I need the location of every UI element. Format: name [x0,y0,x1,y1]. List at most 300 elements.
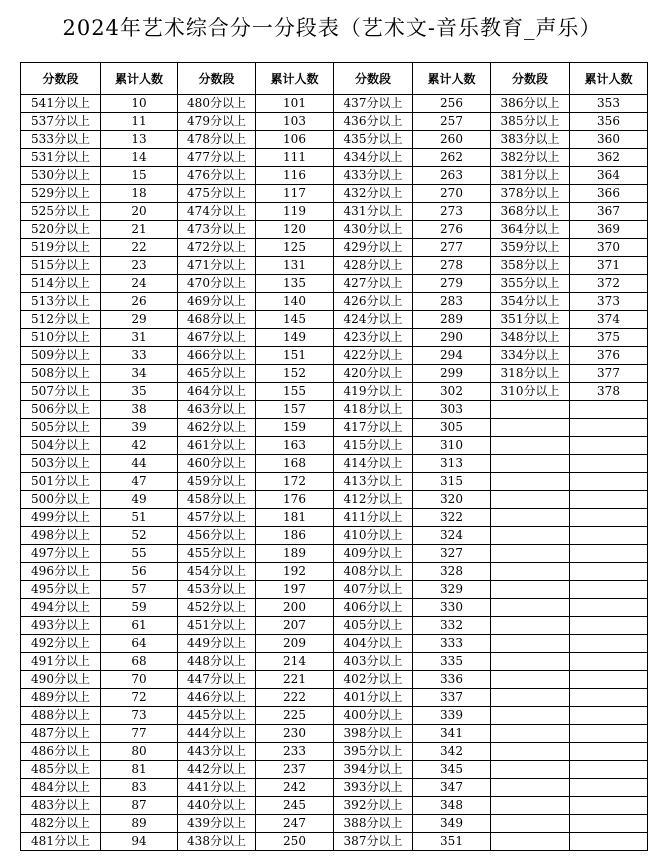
cumulative-count-cell: 192 [256,563,334,581]
score-band-cell: 417分以上 [334,419,413,437]
score-band-cell: 483分以上 [21,797,101,815]
cumulative-count-cell: 364 [570,167,648,185]
table-row [21,329,648,347]
score-band-cell: 497分以上 [21,545,101,563]
cumulative-count-cell: 260 [413,131,491,149]
cumulative-count-cell: 367 [570,203,648,221]
score-band-cell: 501分以上 [21,473,101,491]
score-band-cell: 441分以上 [178,779,256,797]
score-band-cell: 423分以上 [334,329,413,347]
cumulative-count-cell [570,563,648,581]
header-score-band: 分数段 [491,63,570,95]
table-row [21,725,648,743]
score-band-cell: 468分以上 [178,311,256,329]
score-band-cell [491,563,570,581]
cumulative-count-cell: 262 [413,149,491,167]
table-row [21,455,648,473]
score-band-cell: 530分以上 [21,167,101,185]
score-band-cell: 392分以上 [334,797,413,815]
score-band-cell: 451分以上 [178,617,256,635]
cumulative-count-cell: 283 [413,293,491,311]
cumulative-count-cell: 70 [101,671,178,689]
cumulative-count-cell: 116 [256,167,334,185]
cumulative-count-cell: 356 [570,113,648,131]
table-row [21,509,648,527]
cumulative-count-cell: 221 [256,671,334,689]
score-band-cell: 491分以上 [21,653,101,671]
cumulative-count-cell: 289 [413,311,491,329]
score-band-cell [491,833,570,851]
cumulative-count-cell: 59 [101,599,178,617]
cumulative-count-cell: 80 [101,743,178,761]
table-row [21,401,648,419]
cumulative-count-cell: 186 [256,527,334,545]
score-band-cell: 393分以上 [334,779,413,797]
score-band-cell: 364分以上 [491,221,570,239]
score-band-cell: 507分以上 [21,383,101,401]
score-band-cell: 515分以上 [21,257,101,275]
cumulative-count-cell [570,419,648,437]
cumulative-count-cell: 22 [101,239,178,257]
score-band-cell: 533分以上 [21,131,101,149]
table-row [21,707,648,725]
cumulative-count-cell: 24 [101,275,178,293]
score-band-cell: 310分以上 [491,383,570,401]
score-band-cell [491,545,570,563]
cumulative-count-cell [570,617,648,635]
score-band-cell [491,671,570,689]
cumulative-count-cell: 237 [256,761,334,779]
score-band-cell [491,581,570,599]
cumulative-count-cell: 89 [101,815,178,833]
table-row [21,473,648,491]
score-band-cell: 529分以上 [21,185,101,203]
cumulative-count-cell [570,833,648,851]
score-band-cell: 462分以上 [178,419,256,437]
cumulative-count-cell: 324 [413,527,491,545]
cumulative-count-cell: 111 [256,149,334,167]
score-band-cell: 402分以上 [334,671,413,689]
cumulative-count-cell: 34 [101,365,178,383]
cumulative-count-cell: 33 [101,347,178,365]
score-band-cell: 489分以上 [21,689,101,707]
cumulative-count-cell: 353 [570,95,648,113]
cumulative-count-cell: 302 [413,383,491,401]
cumulative-count-cell: 207 [256,617,334,635]
cumulative-count-cell: 233 [256,743,334,761]
table-row [21,347,648,365]
cumulative-count-cell: 339 [413,707,491,725]
score-band-cell: 494分以上 [21,599,101,617]
cumulative-count-cell: 117 [256,185,334,203]
table-row [21,383,648,401]
score-band-cell: 476分以上 [178,167,256,185]
table-row [21,311,648,329]
score-band-cell: 531分以上 [21,149,101,167]
score-band-cell: 443分以上 [178,743,256,761]
score-band-cell: 478分以上 [178,131,256,149]
score-band-cell: 411分以上 [334,509,413,527]
cumulative-count-cell: 330 [413,599,491,617]
table-row [21,743,648,761]
cumulative-count-cell: 135 [256,275,334,293]
cumulative-count-cell: 341 [413,725,491,743]
cumulative-count-cell [570,581,648,599]
table-row [21,239,648,257]
score-band-cell: 482分以上 [21,815,101,833]
score-band-cell: 428分以上 [334,257,413,275]
cumulative-count-cell [570,455,648,473]
table-row [21,491,648,509]
score-band-cell [491,599,570,617]
score-band-cell: 537分以上 [21,113,101,131]
table-row [21,689,648,707]
header-score-band: 分数段 [178,63,256,95]
score-band-cell: 503分以上 [21,455,101,473]
score-band-cell: 466分以上 [178,347,256,365]
cumulative-count-cell: 375 [570,329,648,347]
cumulative-count-cell [570,779,648,797]
cumulative-count-cell: 273 [413,203,491,221]
score-band-cell: 359分以上 [491,239,570,257]
cumulative-count-cell: 348 [413,797,491,815]
cumulative-count-cell: 11 [101,113,178,131]
score-band-cell: 460分以上 [178,455,256,473]
score-band-cell: 413分以上 [334,473,413,491]
score-band-cell: 505分以上 [21,419,101,437]
score-band-cell: 334分以上 [491,347,570,365]
header-score-band: 分数段 [334,63,413,95]
cumulative-count-cell: 42 [101,437,178,455]
score-band-cell: 481分以上 [21,833,101,851]
cumulative-count-cell: 151 [256,347,334,365]
cumulative-count-cell: 131 [256,257,334,275]
score-band-cell: 447分以上 [178,671,256,689]
score-band-cell: 541分以上 [21,95,101,113]
cumulative-count-cell: 377 [570,365,648,383]
score-band-cell: 394分以上 [334,761,413,779]
cumulative-count-cell: 333 [413,635,491,653]
cumulative-count-cell: 73 [101,707,178,725]
score-band-cell: 514分以上 [21,275,101,293]
score-band-cell: 435分以上 [334,131,413,149]
cumulative-count-cell: 120 [256,221,334,239]
header-cumulative-count: 累计人数 [570,63,648,95]
cumulative-count-cell: 345 [413,761,491,779]
header-cumulative-count: 累计人数 [413,63,491,95]
cumulative-count-cell: 44 [101,455,178,473]
cumulative-count-cell [570,797,648,815]
score-band-cell: 378分以上 [491,185,570,203]
score-band-cell [491,473,570,491]
cumulative-count-cell: 38 [101,401,178,419]
cumulative-count-cell: 68 [101,653,178,671]
score-band-cell: 445分以上 [178,707,256,725]
cumulative-count-cell: 277 [413,239,491,257]
score-band-cell: 493分以上 [21,617,101,635]
cumulative-count-cell: 372 [570,275,648,293]
cumulative-count-cell [570,743,648,761]
cumulative-count-cell: 245 [256,797,334,815]
score-band-cell: 453分以上 [178,581,256,599]
cumulative-count-cell: 329 [413,581,491,599]
score-band-cell [491,797,570,815]
cumulative-count-cell: 349 [413,815,491,833]
cumulative-count-cell: 176 [256,491,334,509]
score-band-cell: 487分以上 [21,725,101,743]
score-band-cell: 512分以上 [21,311,101,329]
score-band-cell: 426分以上 [334,293,413,311]
table-row [21,185,648,203]
score-band-cell: 408分以上 [334,563,413,581]
cumulative-count-cell: 315 [413,473,491,491]
cumulative-count-cell: 332 [413,617,491,635]
score-band-cell: 474分以上 [178,203,256,221]
cumulative-count-cell: 373 [570,293,648,311]
cumulative-count-cell: 14 [101,149,178,167]
cumulative-count-cell: 313 [413,455,491,473]
cumulative-count-cell: 61 [101,617,178,635]
score-band-cell: 456分以上 [178,527,256,545]
score-band-cell [491,743,570,761]
cumulative-count-cell: 305 [413,419,491,437]
score-band-cell: 477分以上 [178,149,256,167]
cumulative-count-cell: 21 [101,221,178,239]
cumulative-count-cell: 13 [101,131,178,149]
score-band-cell: 398分以上 [334,725,413,743]
cumulative-count-cell: 351 [413,833,491,851]
score-distribution-table [20,62,648,851]
score-band-cell: 418分以上 [334,401,413,419]
cumulative-count-cell: 168 [256,455,334,473]
table-header-row [21,63,648,95]
cumulative-count-cell: 378 [570,383,648,401]
cumulative-count-cell [570,491,648,509]
cumulative-count-cell: 87 [101,797,178,815]
cumulative-count-cell: 56 [101,563,178,581]
score-band-cell: 464分以上 [178,383,256,401]
cumulative-count-cell: 157 [256,401,334,419]
score-band-cell: 484分以上 [21,779,101,797]
cumulative-count-cell [570,599,648,617]
cumulative-count-cell: 290 [413,329,491,347]
score-band-cell: 318分以上 [491,365,570,383]
cumulative-count-cell: 81 [101,761,178,779]
score-band-cell: 368分以上 [491,203,570,221]
score-band-cell: 429分以上 [334,239,413,257]
score-band-cell: 458分以上 [178,491,256,509]
score-band-cell: 465分以上 [178,365,256,383]
table-row [21,527,648,545]
cumulative-count-cell: 20 [101,203,178,221]
score-band-cell: 485分以上 [21,761,101,779]
score-band-cell: 513分以上 [21,293,101,311]
cumulative-count-cell: 376 [570,347,648,365]
score-band-cell: 424分以上 [334,311,413,329]
header-score-band: 分数段 [21,63,101,95]
score-band-cell: 420分以上 [334,365,413,383]
score-band-cell: 410分以上 [334,527,413,545]
cumulative-count-cell: 257 [413,113,491,131]
cumulative-count-cell: 370 [570,239,648,257]
score-band-cell: 490分以上 [21,671,101,689]
cumulative-count-cell [570,635,648,653]
cumulative-count-cell: 77 [101,725,178,743]
cumulative-count-cell: 163 [256,437,334,455]
table-row [21,293,648,311]
cumulative-count-cell: 103 [256,113,334,131]
score-band-cell: 488分以上 [21,707,101,725]
score-band-cell: 401分以上 [334,689,413,707]
score-band-cell: 415分以上 [334,437,413,455]
score-band-cell [491,509,570,527]
cumulative-count-cell: 119 [256,203,334,221]
score-band-cell [491,617,570,635]
score-band-cell: 506分以上 [21,401,101,419]
cumulative-count-cell: 159 [256,419,334,437]
cumulative-count-cell: 23 [101,257,178,275]
score-band-cell: 479分以上 [178,113,256,131]
score-band-cell: 470分以上 [178,275,256,293]
score-band-cell: 446分以上 [178,689,256,707]
score-band-cell [491,491,570,509]
score-band-cell: 400分以上 [334,707,413,725]
score-band-cell: 444分以上 [178,725,256,743]
cumulative-count-cell: 152 [256,365,334,383]
table-row [21,833,648,851]
score-band-cell: 498分以上 [21,527,101,545]
cumulative-count-cell [570,437,648,455]
table-row [21,815,648,833]
cumulative-count-cell [570,473,648,491]
score-band-cell [491,635,570,653]
score-band-cell [491,401,570,419]
score-band-cell [491,707,570,725]
score-band-cell: 354分以上 [491,293,570,311]
score-band-cell: 508分以上 [21,365,101,383]
cumulative-count-cell: 230 [256,725,334,743]
cumulative-count-cell: 250 [256,833,334,851]
score-band-cell: 454分以上 [178,563,256,581]
cumulative-count-cell: 101 [256,95,334,113]
score-band-cell: 381分以上 [491,167,570,185]
cumulative-count-cell [570,401,648,419]
score-band-cell [491,815,570,833]
score-band-cell: 386分以上 [491,95,570,113]
score-band-cell: 387分以上 [334,833,413,851]
score-band-cell: 492分以上 [21,635,101,653]
table-row [21,167,648,185]
cumulative-count-cell: 342 [413,743,491,761]
cumulative-count-cell: 310 [413,437,491,455]
table-row [21,653,648,671]
score-band-cell [491,527,570,545]
cumulative-count-cell: 279 [413,275,491,293]
cumulative-count-cell [570,653,648,671]
cumulative-count-cell: 172 [256,473,334,491]
table-row [21,257,648,275]
score-band-cell: 351分以上 [491,311,570,329]
score-band-cell: 463分以上 [178,401,256,419]
table-row [21,95,648,113]
score-band-cell: 355分以上 [491,275,570,293]
cumulative-count-cell: 149 [256,329,334,347]
score-band-cell [491,419,570,437]
cumulative-count-cell: 51 [101,509,178,527]
score-band-cell: 449分以上 [178,635,256,653]
cumulative-count-cell: 374 [570,311,648,329]
table-row [21,563,648,581]
cumulative-count-cell [570,689,648,707]
score-band-cell [491,437,570,455]
score-band-cell: 427分以上 [334,275,413,293]
cumulative-count-cell: 360 [570,131,648,149]
cumulative-count-cell: 371 [570,257,648,275]
score-band-cell [491,779,570,797]
score-band-cell: 504分以上 [21,437,101,455]
cumulative-count-cell: 278 [413,257,491,275]
cumulative-count-cell: 18 [101,185,178,203]
score-band-cell: 469分以上 [178,293,256,311]
score-band-cell: 440分以上 [178,797,256,815]
score-band-cell: 499分以上 [21,509,101,527]
score-band-cell: 388分以上 [334,815,413,833]
cumulative-count-cell: 47 [101,473,178,491]
cumulative-count-cell: 52 [101,527,178,545]
cumulative-count-cell: 347 [413,779,491,797]
score-band-cell: 520分以上 [21,221,101,239]
score-band-cell: 455分以上 [178,545,256,563]
cumulative-count-cell: 222 [256,689,334,707]
score-band-cell: 422分以上 [334,347,413,365]
score-band-cell: 500分以上 [21,491,101,509]
cumulative-count-cell: 369 [570,221,648,239]
table-row [21,779,648,797]
score-band-cell [491,725,570,743]
cumulative-count-cell: 83 [101,779,178,797]
header-cumulative-count: 累计人数 [101,63,178,95]
table-row [21,671,648,689]
cumulative-count-cell: 125 [256,239,334,257]
score-band-cell: 473分以上 [178,221,256,239]
cumulative-count-cell: 64 [101,635,178,653]
score-band-cell: 434分以上 [334,149,413,167]
header-cumulative-count: 累计人数 [256,63,334,95]
score-band-cell: 414分以上 [334,455,413,473]
score-band-cell [491,761,570,779]
score-band-cell: 382分以上 [491,149,570,167]
score-band-cell: 467分以上 [178,329,256,347]
score-band-cell: 448分以上 [178,653,256,671]
score-band-cell: 475分以上 [178,185,256,203]
cumulative-count-cell: 155 [256,383,334,401]
cumulative-count-cell: 294 [413,347,491,365]
score-band-cell: 519分以上 [21,239,101,257]
page-title: 2024年艺术综合分一分段表（艺术文-音乐教育_声乐） [62,16,602,40]
cumulative-count-cell: 29 [101,311,178,329]
cumulative-count-cell: 200 [256,599,334,617]
cumulative-count-cell: 328 [413,563,491,581]
score-band-cell: 510分以上 [21,329,101,347]
score-band-cell: 405分以上 [334,617,413,635]
score-band-cell: 509分以上 [21,347,101,365]
table-row [21,761,648,779]
table-row [21,581,648,599]
score-band-cell: 472分以上 [178,239,256,257]
table-row [21,275,648,293]
score-band-cell: 383分以上 [491,131,570,149]
score-band-cell: 437分以上 [334,95,413,113]
